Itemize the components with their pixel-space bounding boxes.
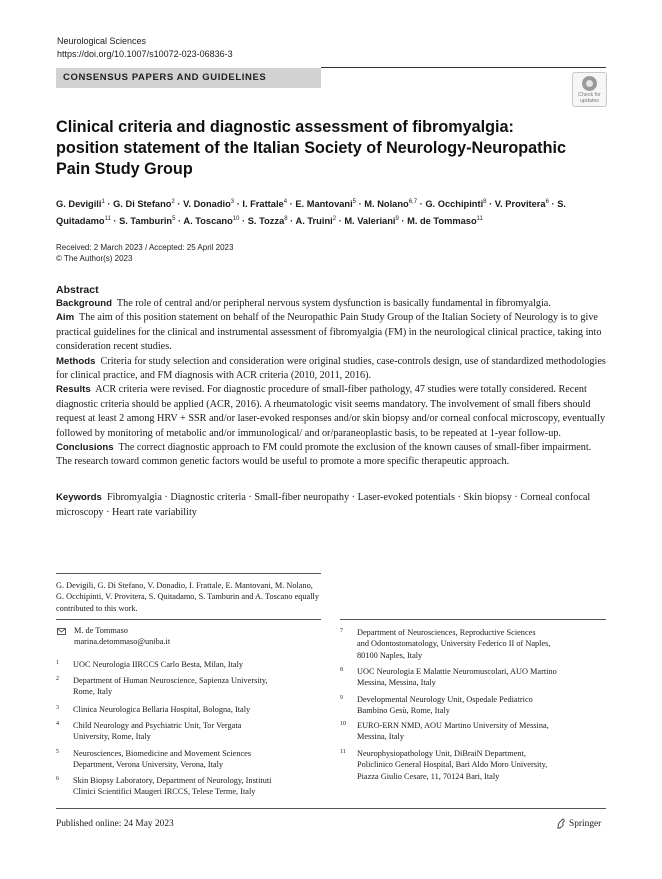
affiliation-text: Neurophysiopathology Unit, DiBraiN Department, Policlinico General Hospital, Bari Aldo Moro University, Piazza Giulio Cesare, 11, 70124 Bari, Italy (357, 749, 548, 781)
section-label: CONSENSUS PAPERS AND GUIDELINES (63, 72, 267, 83)
author-name[interactable]: S. Tamburin (119, 216, 173, 227)
affiliation-text: Skin Biopsy Laboratory, Department of Neurology, Instituti Clinici Scientifici Maugeri IRCCS, Telese Terme, Italy (73, 776, 272, 797)
abstract-text: ACR criteria were revised. For diagnostic procedure of small-fiber pathology, 47 studies were totally considered. Recent diagnostic criteria should be applied (ACR, 2016). A rheumatologic visit seems mandatory. The involvement of small fibers should request at least 2 among HRV + SSR and/or laser-evoked responses and/or skin biopsy and/or corneal confocal microscopy, eventually followed by monitoring of metabolic and/or immunological/ and or/paraneoplastic basis, to be repeated at 1-year follow-up. (56, 384, 606, 439)
affiliation-rule-left (56, 619, 321, 620)
affiliation-number: 2 (56, 676, 59, 682)
author-name[interactable]: G. Devigili (56, 199, 102, 210)
section-banner (56, 68, 321, 88)
abstract-methods (56, 355, 606, 384)
abstract-text: The role of central and/or peripheral nervous system dysfunction is basically fundamental in fibromyalgia. (116, 298, 551, 309)
affiliation-number: 5 (56, 749, 59, 755)
received-accepted: Received: 2 March 2023 / Accepted: 25 April 2023 (56, 243, 234, 252)
affiliation-text: Department of Neurosciences, Reproductive Sciences and Odontostomatology, University Federico II of Naples, 80100 Naples, Italy (357, 628, 551, 660)
author-affiliation-ref: 8 (483, 199, 487, 205)
affiliation-number: 10 (340, 721, 346, 727)
keywords-text: Fibromyalgia · Diagnostic criteria · Small-fiber neuropathy · Laser-evoked potentials · Skin biopsy · Corneal confocal microscopy · Heart rate variability (56, 492, 591, 518)
author-affiliation-ref: 5 (172, 216, 176, 223)
author-name[interactable]: M. Nolano (364, 199, 409, 210)
affiliation-text: Department of Human Neuroscience, Sapienza University, Rome, Italy (73, 676, 268, 697)
author-affiliation-ref: 9 (395, 216, 399, 223)
abstract-label: Methods (56, 355, 96, 367)
affiliation-text: Developmental Neurology Unit, Ospedale Pediatrico Bambino Gesù, Rome, Italy (357, 695, 533, 716)
affiliation-text: Child Neurology and Psychiatric Unit, Tor Vergata University, Rome, Italy (73, 721, 242, 742)
affiliation-text: EURO-ERN NMD, AOU Martino University of Messina, Messina, Italy (357, 721, 549, 742)
author-name[interactable]: S. Tozza (247, 216, 285, 227)
journal-header (57, 35, 233, 61)
article-dates (56, 242, 233, 264)
corresponding-email[interactable]: marina.detommaso@uniba.it (74, 637, 171, 647)
affiliation-number: 3 (56, 705, 59, 711)
abstract-results (56, 383, 606, 441)
affiliation-number: 11 (340, 749, 346, 755)
footer-rule (56, 808, 606, 809)
author-name[interactable]: V. Donadio (183, 199, 231, 210)
check-for-updates-badge[interactable] (572, 72, 607, 107)
author-name[interactable]: V. Provitera (494, 199, 546, 210)
springer-horse-icon (556, 818, 566, 829)
abstract-text: The correct diagnostic approach to FM could promote the exclusion of the known causes of small-fiber impairment. The research toward common genetic factors would be useful to promote a more specific therapeutic approach. (56, 442, 592, 468)
keywords-label: Keywords (56, 492, 102, 503)
abstract-heading: Abstract (56, 284, 99, 296)
affiliation-number: 7 (340, 628, 343, 634)
abstract-label: Aim (56, 312, 75, 324)
author-name[interactable]: M. Valeriani (344, 216, 396, 227)
author-affiliation-ref: 2 (171, 199, 175, 205)
author-affiliation-ref: 1 (101, 199, 105, 205)
affiliation-number: 6 (56, 776, 59, 782)
header-rule (321, 67, 606, 68)
affiliation-text: Neurosciences, Biomedicine and Movement Sciences Department, Verona University, Verona, Italy (73, 749, 252, 770)
author-affiliation-ref: 6,7 (408, 199, 418, 205)
footnote-rule (56, 573, 321, 574)
affiliation-number: 9 (340, 695, 343, 701)
published-date: Published online: 24 May 2023 (56, 819, 174, 829)
affiliation-number: 4 (56, 721, 59, 727)
author-affiliation-ref: 10 (232, 216, 240, 223)
abstract-label: Conclusions (56, 442, 114, 454)
copyright: © The Author(s) 2023 (56, 254, 133, 263)
check-updates-icon (582, 76, 597, 91)
author-name[interactable]: I. Frattale (242, 199, 284, 210)
contribution-note: G. Devigili, G. Di Stefano, V. Donadio, I. Frattale, E. Mantovani, M. Nolano, G. Occhipinti, V. Provitera, S. Quitadamo, S. Tamburin and A. Toscano equally contributed to this work. (56, 581, 320, 613)
author-affiliation-ref: 8 (284, 216, 288, 223)
author-name[interactable]: A. Toscano (183, 216, 233, 227)
corresponding-author (74, 625, 314, 648)
abstract-background (56, 297, 606, 311)
author-affiliation-ref: 6 (545, 199, 549, 205)
affiliation-text: UOC Neurologia IIRCCS Carlo Besta, Milan, Italy (73, 660, 244, 669)
check-updates-label: Check for updates (578, 92, 601, 104)
affiliation-text: Clinica Neurologica Bellaria Hospital, Bologna, Italy (73, 705, 251, 714)
envelope-icon (57, 628, 66, 635)
corresponding-name: M. de Tommaso (74, 626, 128, 635)
author-affiliation-ref: 11 (476, 216, 483, 223)
abstract-label: Background (56, 298, 112, 309)
author-name[interactable]: M. de Tommaso (407, 216, 477, 227)
journal-name: Neurological Sciences (57, 36, 147, 46)
publisher-name: Springer (569, 819, 602, 829)
article-title: Clinical criteria and diagnostic assessment of fibromyalgia: position statement of the Italian Society of Neurology-Neuropathic Pain Study Group (56, 118, 566, 178)
author-list: G. Devigili$^1$ · G. Di Stefano$^2$ · V. Donadio$^3$ · I. Frattale$^4$ · E. Mantovani$^5$ · M. Nolano$^{6,7}$ · G. Occhipinti$^8$ · V. Provitera$^6$ · S. Quitadamo$^{11}$ · S. Tamburin$^5$ · A. Toscano$^{10}$ · S. Tozza$^8$ · A. Truini$^2$ · M. Valeriani$^9$ · M. de Tommaso$^{11}$ (56, 199, 567, 227)
author-name[interactable]: G. Occhipinti (425, 199, 484, 210)
author-name[interactable]: G. Di Stefano (113, 199, 172, 210)
abstract-text: Criteria for study selection and consideration were original studies, case-controls design, use of standardized methodologies for clinical practice, and FM diagnosis with ACR criteria (2010, 2011, 2016). (56, 355, 606, 382)
author-name[interactable]: S. Quitadamo (56, 199, 567, 227)
affiliation-number: 1 (56, 660, 59, 666)
keywords (56, 491, 606, 520)
doi-link[interactable]: https://doi.org/10.1007/s10072-023-06836-3 (57, 49, 233, 59)
affiliation-text: UOC Neurologia E Malattie Neuromuscolari, AUO Martino Messina, Messina, Italy (357, 667, 557, 688)
abstract-text: The aim of this position statement on behalf of the Neuropathic Pain Study Group of the Italian Society of Neurology is to give practical guidelines for the clinical and instrumental assessment of fibromyalgia (FM) in the neurological clinical practice, taking into consideration recent studies. (56, 312, 602, 353)
abstract-conclusions (56, 441, 606, 470)
affiliation-rule-right (340, 619, 606, 620)
author-affiliation-ref: 2 (332, 216, 337, 223)
affiliation-number: 8 (340, 667, 343, 673)
abstract-label: Results (56, 384, 91, 396)
author-affiliation-ref: 11 (104, 216, 111, 223)
author-name[interactable]: A. Truini (295, 216, 333, 227)
abstract-aim (56, 311, 606, 354)
abstract-body (56, 297, 606, 470)
author-affiliation-ref: 4 (283, 199, 288, 205)
author-name[interactable]: E. Mantovani (295, 199, 353, 210)
author-affiliation-ref: 3 (230, 199, 235, 205)
author-affiliation-ref: 5 (352, 199, 357, 205)
